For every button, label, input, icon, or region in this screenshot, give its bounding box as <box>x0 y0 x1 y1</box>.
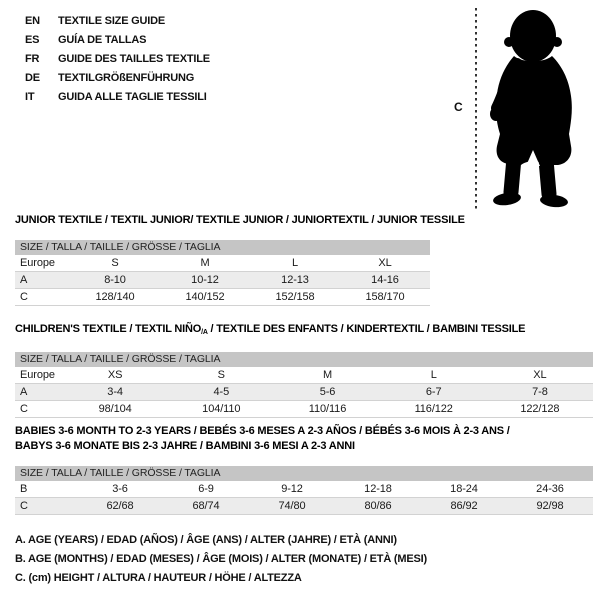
height-measure-label: C <box>454 100 463 114</box>
table-cell: L <box>430 369 437 381</box>
row-label: B <box>20 483 28 495</box>
table-cell: 12-13 <box>281 274 309 286</box>
section-title-line: BABYS 3-6 MONATE BIS 2-3 JAHRE / BAMBINI 3-6 MESI A 2-3 ANNI <box>15 440 355 452</box>
size-table <box>15 255 430 306</box>
table-row <box>15 384 593 401</box>
table-cell: 116/122 <box>414 403 453 415</box>
section-title-line: BABIES 3-6 MONTH TO 2-3 YEARS / BEBÉS 3-6 MESES A 2-3 AÑOS / BÉBÉS 3-6 MOIS À 2-3 ANS / <box>15 425 510 437</box>
language-text: GUÍA DE TALLAS <box>58 34 147 46</box>
table-row <box>15 289 430 306</box>
language-row <box>25 69 210 88</box>
row-label: C <box>20 291 28 303</box>
size-header-bar: SIZE / TALLA / TAILLE / GRÖSSE / TAGLIA <box>15 240 430 255</box>
table-cell: 18-24 <box>450 483 478 495</box>
language-row <box>25 50 210 69</box>
language-row <box>25 88 210 107</box>
table-row <box>15 481 593 498</box>
size-header-bar: SIZE / TALLA / TAILLE / GRÖSSE / TAGLIA <box>15 466 593 481</box>
language-row <box>25 31 210 50</box>
language-row <box>25 12 210 31</box>
language-code: ES <box>25 34 40 46</box>
table-cell: 12-18 <box>364 483 392 495</box>
table-cell: 158/170 <box>365 291 405 303</box>
table-cell: 80/86 <box>364 500 392 512</box>
size-header-bar: SIZE / TALLA / TAILLE / GRÖSSE / TAGLIA <box>15 352 593 367</box>
row-label: C <box>20 403 28 415</box>
table-cell: 9-12 <box>281 483 303 495</box>
table-row <box>15 272 430 289</box>
row-label: C <box>20 500 28 512</box>
language-code: FR <box>25 53 40 65</box>
table-cell: XL <box>378 257 392 269</box>
section-title <box>15 424 593 454</box>
table-cell: 140/152 <box>185 291 225 303</box>
table-cell: 8-10 <box>104 274 126 286</box>
table-cell: 5-6 <box>319 386 336 398</box>
table-row <box>15 367 593 384</box>
table-cell: M <box>200 257 210 269</box>
height-figure <box>440 0 600 215</box>
language-text: TEXTILGRÖßENFÜHRUNG <box>58 72 195 84</box>
table-cell: 62/68 <box>106 500 134 512</box>
table-cell: 3-6 <box>112 483 128 495</box>
language-code: DE <box>25 72 40 84</box>
table-cell: 152/158 <box>275 291 315 303</box>
table-cell: 14-16 <box>371 274 399 286</box>
size-table <box>15 481 593 515</box>
section-title-line: CHILDREN'S TEXTILE / TEXTIL $NIÑO_{/A}$ / TEXTILE DES ENFANTS / KINDERTEXTIL / BAMBINI TESSILE <box>15 323 526 336</box>
table-cell: 86/92 <box>450 500 478 512</box>
language-code: IT <box>25 91 35 103</box>
table-row <box>15 498 593 515</box>
section-title <box>15 213 465 228</box>
table-cell: 122/128 <box>520 403 560 415</box>
legend-line-a: A. AGE (YEARS) / EDAD (AÑOS) / ÂGE (ANS) / ALTER (JAHRE) / ETÀ (ANNI) <box>15 534 397 546</box>
table-cell: S <box>217 369 225 381</box>
language-header <box>25 12 210 107</box>
section-babies-textile <box>15 424 593 515</box>
table-cell: 3-4 <box>107 386 123 398</box>
language-text: TEXTILE SIZE GUIDE <box>58 15 166 27</box>
language-code: EN <box>25 15 40 27</box>
legend-line-c: C. (cm) HEIGHT / ALTURA / HAUTEUR / HÖHE / ALTEZZA <box>15 572 302 584</box>
row-label: A <box>20 274 28 286</box>
legend <box>15 531 427 588</box>
language-text: GUIDA ALLE TAGLIE TESSILI <box>58 91 207 103</box>
table-cell: 6-9 <box>198 483 214 495</box>
table-row <box>15 255 430 272</box>
language-text: GUIDE DES TAILLES TEXTILE <box>58 53 210 65</box>
section-junior-textile <box>15 213 465 306</box>
legend-line-b: B. AGE (MONTHS) / EDAD (MESES) / ÂGE (MOIS) / ALTER (MONATE) / ETÀ (MESI) <box>15 553 427 565</box>
section-title-line: JUNIOR TEXTILE / TEXTIL JUNIOR/ TEXTILE JUNIOR / JUNIORTEXTIL / JUNIOR TESSILE <box>15 214 465 226</box>
table-cell: 74/80 <box>278 500 306 512</box>
table-cell: 6-7 <box>425 386 442 398</box>
size-table <box>15 367 593 418</box>
row-label: Europe <box>20 369 55 381</box>
table-cell: M <box>322 369 333 381</box>
table-cell: 110/116 <box>308 403 347 415</box>
table-cell: 7-8 <box>532 386 548 398</box>
table-cell: 10-12 <box>191 274 219 286</box>
table-row <box>15 401 593 418</box>
row-label: A <box>20 386 28 398</box>
table-cell: S <box>111 257 119 269</box>
table-cell: 68/74 <box>192 500 220 512</box>
table-cell: L <box>291 257 299 269</box>
section-childrens-textile <box>15 322 593 418</box>
table-cell: 104/110 <box>202 403 241 415</box>
table-cell: XS <box>107 369 123 381</box>
table-cell: 4-5 <box>213 386 230 398</box>
section-title <box>15 322 593 340</box>
table-cell: 128/140 <box>95 291 135 303</box>
baby-silhouette-icon <box>488 8 583 208</box>
height-dashed-line <box>475 8 477 210</box>
table-cell: 98/104 <box>98 403 132 415</box>
table-cell: 24-36 <box>536 483 564 495</box>
table-cell: 92/98 <box>536 500 564 512</box>
table-cell: XL <box>533 369 547 381</box>
row-label: Europe <box>20 257 55 269</box>
